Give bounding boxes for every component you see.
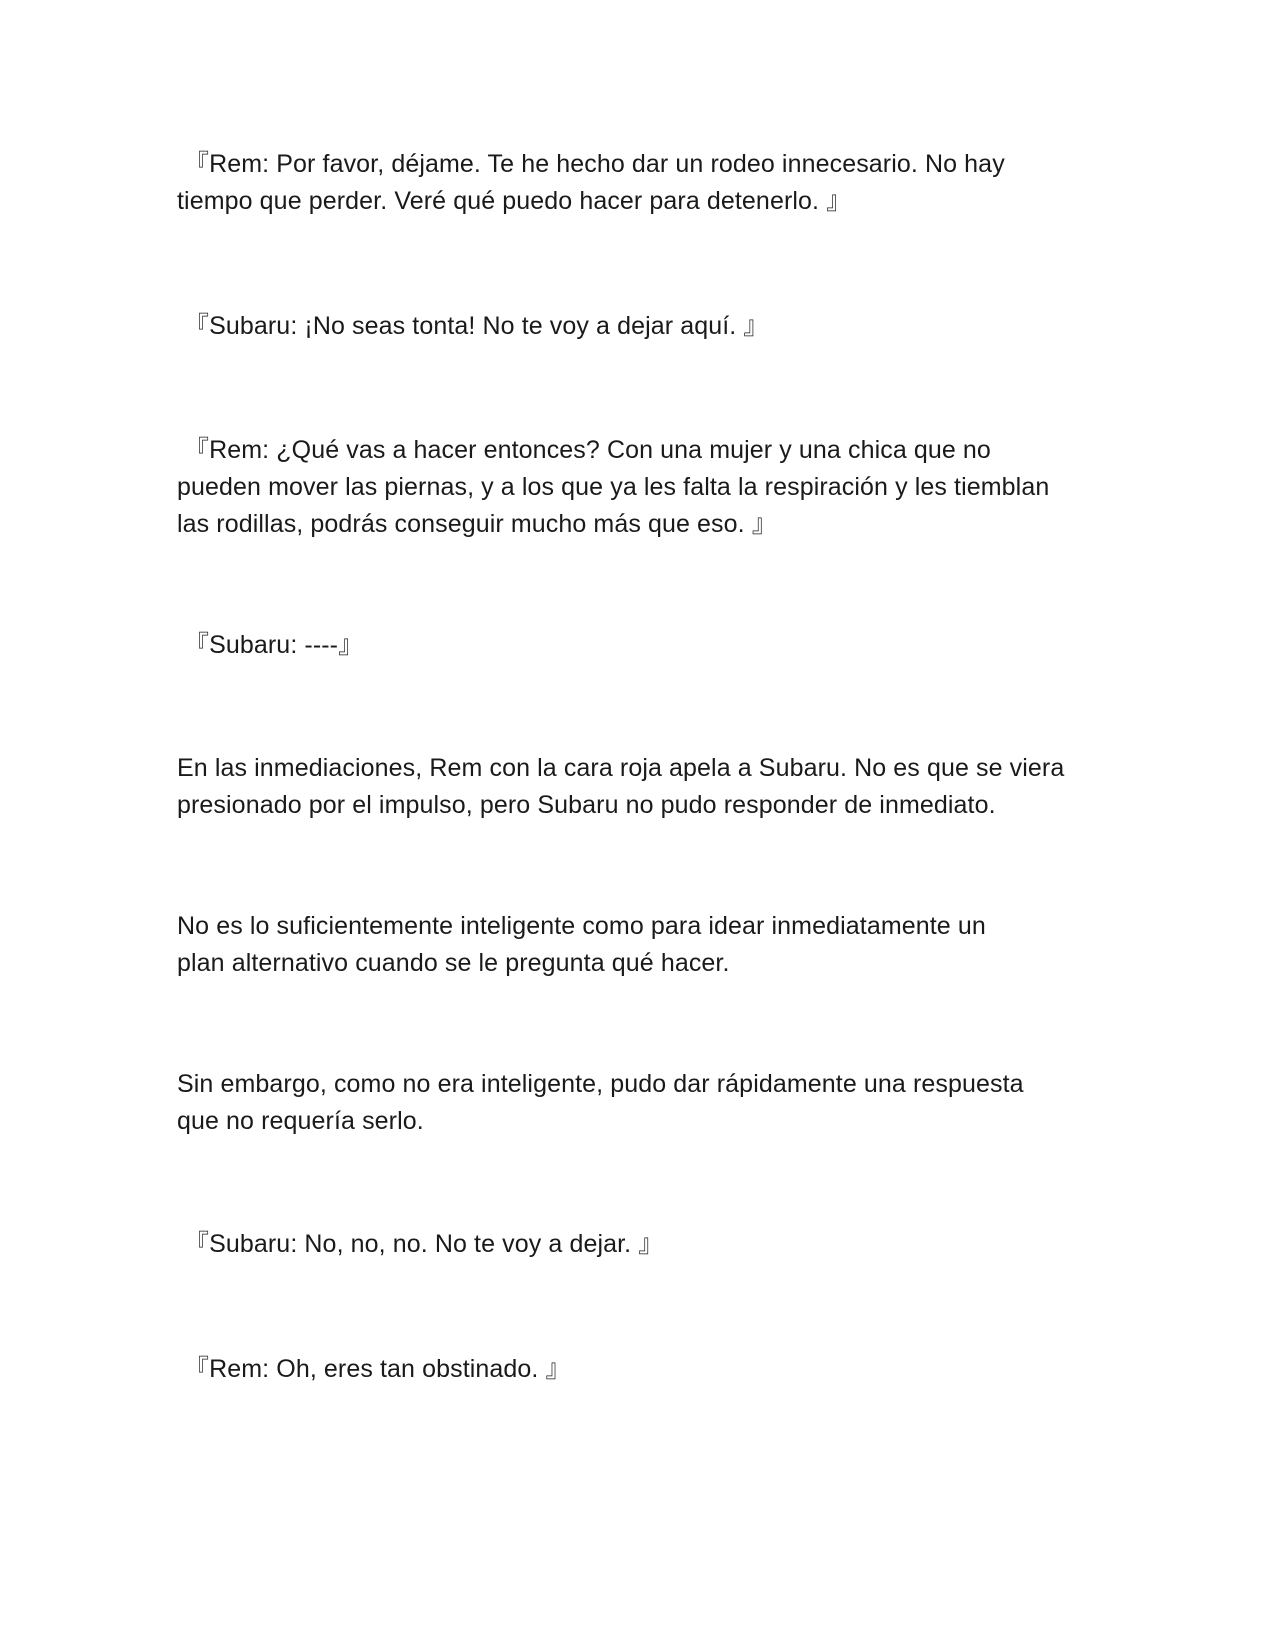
text-line: plan alternativo cuando se le pregunta qué hacer. xyxy=(177,949,730,977)
text-line: que no requería serlo. xyxy=(177,1107,424,1135)
paragraph-subaru-1 xyxy=(177,308,1097,345)
paragraph-narration-1 xyxy=(177,750,1097,824)
text-line: No es lo suficientemente inteligente como para idear inmediatamente un xyxy=(177,912,986,940)
paragraph-narration-3 xyxy=(177,1066,1097,1140)
paragraph-rem-2 xyxy=(177,432,1097,543)
paragraph-subaru-3 xyxy=(177,1226,1097,1263)
text-line: 『Rem: Oh, eres tan obstinado. 』 xyxy=(184,1355,571,1383)
text-line: las rodillas, podrás conseguir mucho más que eso. 』 xyxy=(177,510,777,538)
text-line: 『Subaru: ----』 xyxy=(184,631,364,659)
text-line: presionado por el impulso, pero Subaru no pudo responder de inmediato. xyxy=(177,791,996,819)
paragraph-subaru-2 xyxy=(177,627,1097,664)
text-line: 『Subaru: No, no, no. No te voy a dejar. 』 xyxy=(184,1230,664,1258)
text-line: tiempo que perder. Veré qué puedo hacer para detenerlo. 』 xyxy=(177,187,852,215)
text-line: Sin embargo, como no era inteligente, pudo dar rápidamente una respuesta xyxy=(177,1070,1024,1098)
text-line: En las inmediaciones, Rem con la cara roja apela a Subaru. No es que se viera xyxy=(177,754,1065,782)
text-line: pueden mover las piernas, y a los que ya les falta la respiración y les tiemblan xyxy=(177,473,1050,501)
paragraph-rem-3 xyxy=(177,1351,1097,1388)
text-line: 『Subaru: ¡No seas tonta! No te voy a dejar aquí. 』 xyxy=(184,312,769,340)
text-line: 『Rem: Por favor, déjame. Te he hecho dar un rodeo innecesario. No hay xyxy=(184,150,1005,178)
paragraph-narration-2 xyxy=(177,908,1097,982)
paragraph-rem-1 xyxy=(177,146,1097,220)
text-line: 『Rem: ¿Qué vas a hacer entonces? Con una mujer y una chica que no xyxy=(184,436,991,464)
